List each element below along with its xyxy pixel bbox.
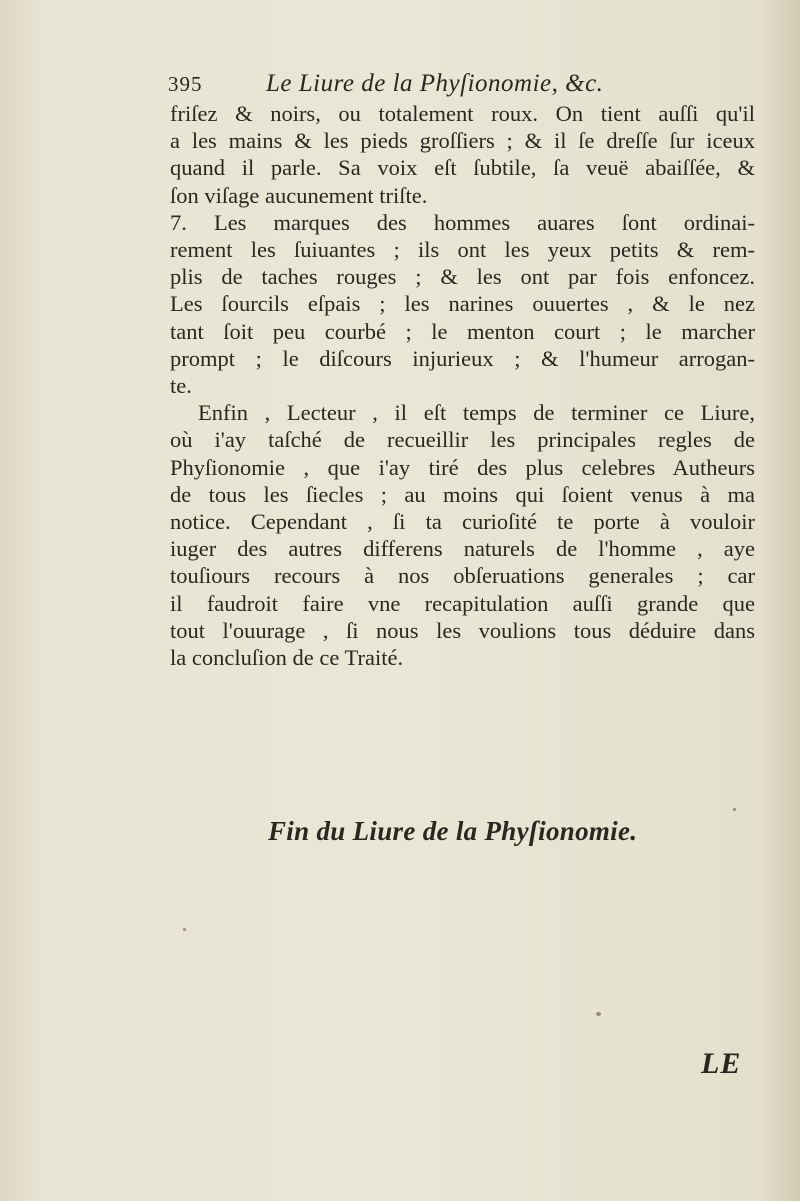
text-line: a les mains & les pieds groſſiers ; & il ſe dreſſe ſur iceux	[170, 128, 755, 154]
text-line: quand il parle. Sa voix eſt ſubtile, ſa veuë abaiſſée, &	[170, 155, 755, 181]
running-title: Le Liure de la Phyſionomie, &c.	[266, 70, 604, 97]
text-line: touſiours recours à nos obſeruations generales ; car	[170, 563, 755, 589]
text-line: 7. Les marques des hommes auares ſont ordinai-	[170, 209, 755, 235]
text-line: tant ſoit peu courbé ; le menton court ; le marcher	[170, 318, 755, 344]
text-line: friſez & noirs, ou totalement roux. On tient auſſi qu'il	[170, 101, 755, 126]
text-line: Enfin , Lecteur , il eſt temps de terminer ce Liure,	[198, 400, 755, 426]
text-line: tout l'ouurage , ſi nous les voulions tous déduire dans	[170, 617, 755, 643]
text-line: où i'ay taſché de recueillir les principales regles de	[170, 427, 755, 453]
body-text	[170, 100, 755, 671]
text-line: prompt ; le diſcours injurieux ; & l'humeur arrogan-	[170, 345, 755, 371]
text-line: de tous les ſiecles ; au moins qui ſoient venus à ma	[170, 481, 755, 507]
text-line: la concluſion de ce Traité.	[170, 645, 404, 671]
text-line: Phyſionomie , que i'ay tiré des plus celebres Autheurs	[170, 454, 755, 480]
text-line: notice. Cependant , ſi ta curioſité te porte à vouloir	[170, 509, 755, 535]
colophon: Fin du Liure de la Phyſionomie.	[268, 816, 638, 846]
text-line: Les ſourcils eſpais ; les narines ouuertes , & le nez	[170, 291, 755, 317]
paper-speck	[733, 808, 736, 811]
text-line: rement les ſuiuantes ; ils ont les yeux petits & rem-	[170, 237, 755, 263]
paper-speck	[596, 1012, 601, 1016]
catchword: LE	[701, 1047, 742, 1080]
text-line: te.	[170, 373, 192, 399]
text-line: il faudroit faire vne recapitulation auſſi grande que	[170, 590, 755, 616]
text-line: ſon viſage aucunement triſte.	[170, 182, 428, 208]
page-number: 395	[168, 72, 203, 96]
text-line: iuger des autres differens naturels de l'homme , aye	[170, 536, 755, 562]
text-line: plis de taches rouges ; & les ont par fois enfoncez.	[170, 264, 755, 290]
page-header	[168, 70, 688, 104]
paper-speck	[183, 928, 186, 931]
